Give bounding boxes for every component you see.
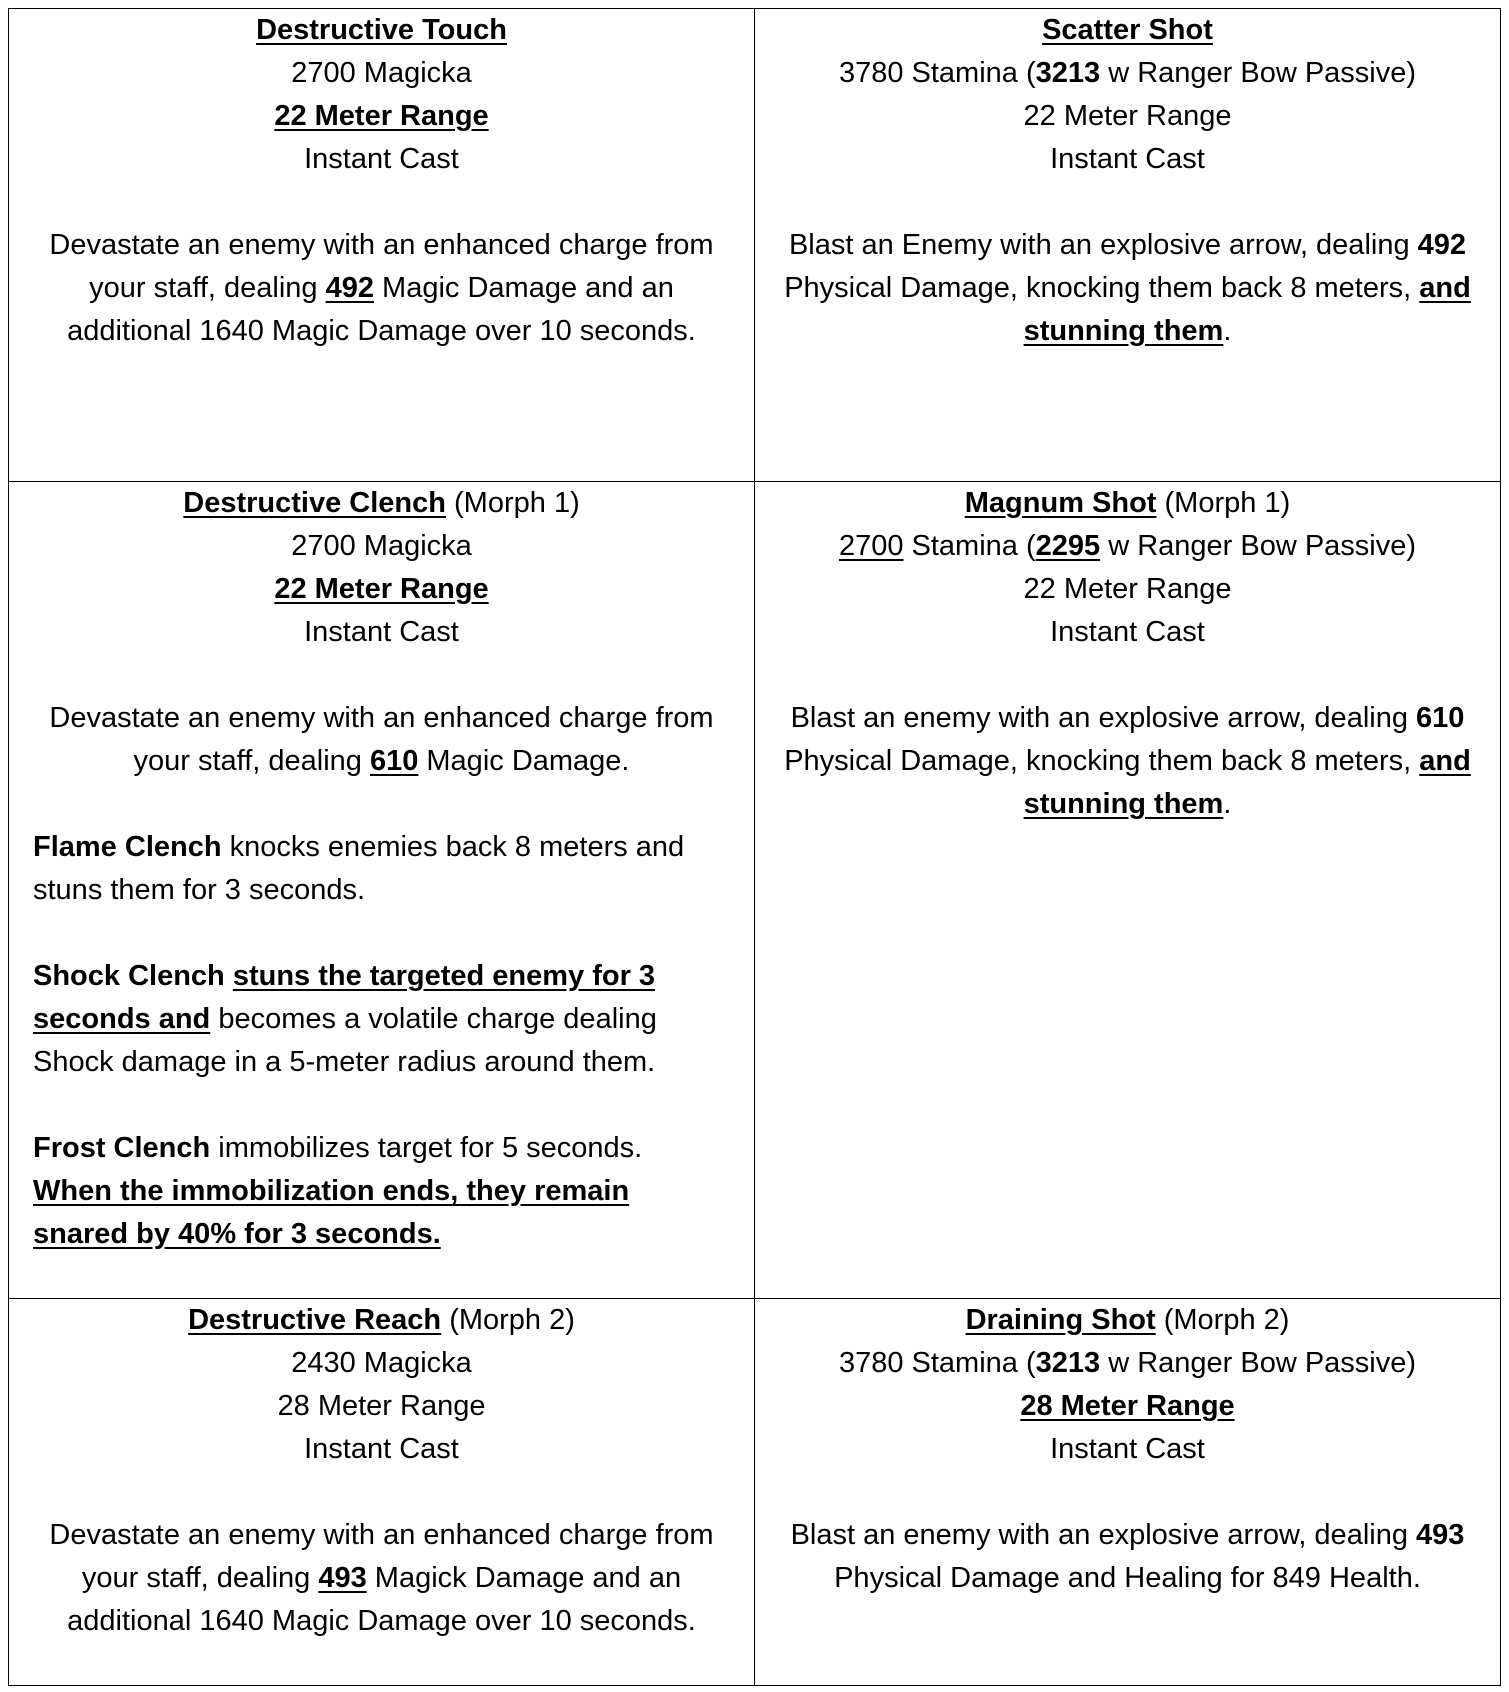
table-row <box>9 482 1501 1299</box>
frost-clench-note: Frost Clench immobilizes target for 5 seconds. When the immobilization ends, they remain snared by 40% for 3 seconds. <box>33 1132 643 1250</box>
skill-title: Scatter Shot <box>1042 14 1213 46</box>
skill-cost: 2700 Magicka <box>291 530 472 562</box>
skill-cost: 2700 Magicka <box>291 57 472 89</box>
skill-title: Magnum Shot (Morph 1) <box>964 487 1291 519</box>
skill-cast: Instant Cast <box>304 616 459 648</box>
skill-description: Blast an enemy with an explosive arrow, dealing 493 Physical Damage and Healing for 849 Health. <box>790 1519 1465 1594</box>
skill-description: Devastate an enemy with an enhanced charge from your staff, dealing 610 Magic Damage. <box>49 702 714 777</box>
skill-description: Devastate an enemy with an enhanced charge from your staff, dealing 493 Magick Damage and an additional 1640 Magic Damage over 10 seconds. <box>49 1519 714 1637</box>
skill-description: Blast an Enemy with an explosive arrow, dealing 492 Physical Damage, knocking them back 8 meters, and stunning them. <box>784 229 1471 347</box>
skill-range: 22 Meter Range <box>1023 100 1232 132</box>
skill-cast: Instant Cast <box>304 1433 459 1465</box>
skill-range: 28 Meter Range <box>277 1390 486 1422</box>
skill-range: 28 Meter Range <box>1020 1390 1235 1422</box>
shock-clench-note: Shock Clench stuns the targeted enemy for 3 seconds and becomes a volatile charge dealing Shock damage in a 5-meter radius around them. <box>33 960 657 1078</box>
skill-description: Blast an enemy with an explosive arrow, dealing 610 Physical Damage, knocking them back 8 meters, and stunning them. <box>784 702 1471 820</box>
skill-range: 22 Meter Range <box>1023 573 1232 605</box>
skill-range: 22 Meter Range <box>274 573 489 605</box>
cell-magnum-shot <box>755 482 1501 1299</box>
skill-cast: Instant Cast <box>304 143 459 175</box>
cell-destructive-reach <box>9 1299 755 1686</box>
skill-cost: 2700 Stamina (2295 w Ranger Bow Passive) <box>838 530 1417 562</box>
table-row <box>9 9 1501 482</box>
cell-draining-shot <box>755 1299 1501 1686</box>
skill-range: 22 Meter Range <box>274 100 489 132</box>
skill-cast: Instant Cast <box>1050 143 1205 175</box>
cell-destructive-clench <box>9 482 755 1299</box>
skill-cost: 2430 Magicka <box>291 1347 472 1379</box>
skill-cast: Instant Cast <box>1050 1433 1205 1465</box>
flame-clench-note: Flame Clench knocks enemies back 8 meters and stuns them for 3 seconds. <box>33 831 685 906</box>
table-row <box>9 1299 1501 1686</box>
skill-title: Destructive Clench (Morph 1) <box>183 487 580 519</box>
skill-cost: 3780 Stamina (3213 w Ranger Bow Passive) <box>838 1347 1417 1379</box>
skill-title: Destructive Touch <box>256 14 507 46</box>
skill-cast: Instant Cast <box>1050 616 1205 648</box>
skill-title: Draining Shot (Morph 2) <box>965 1304 1290 1336</box>
skill-title: Destructive Reach (Morph 2) <box>188 1304 575 1336</box>
skill-cost: 3780 Stamina (3213 w Ranger Bow Passive) <box>838 57 1417 89</box>
cell-scatter-shot <box>755 9 1501 482</box>
skills-table <box>8 8 1501 1686</box>
cell-destructive-touch <box>9 9 755 482</box>
skill-description: Devastate an enemy with an enhanced charge from your staff, dealing 492 Magic Damage and an additional 1640 Magic Damage over 10 seconds. <box>49 229 714 347</box>
